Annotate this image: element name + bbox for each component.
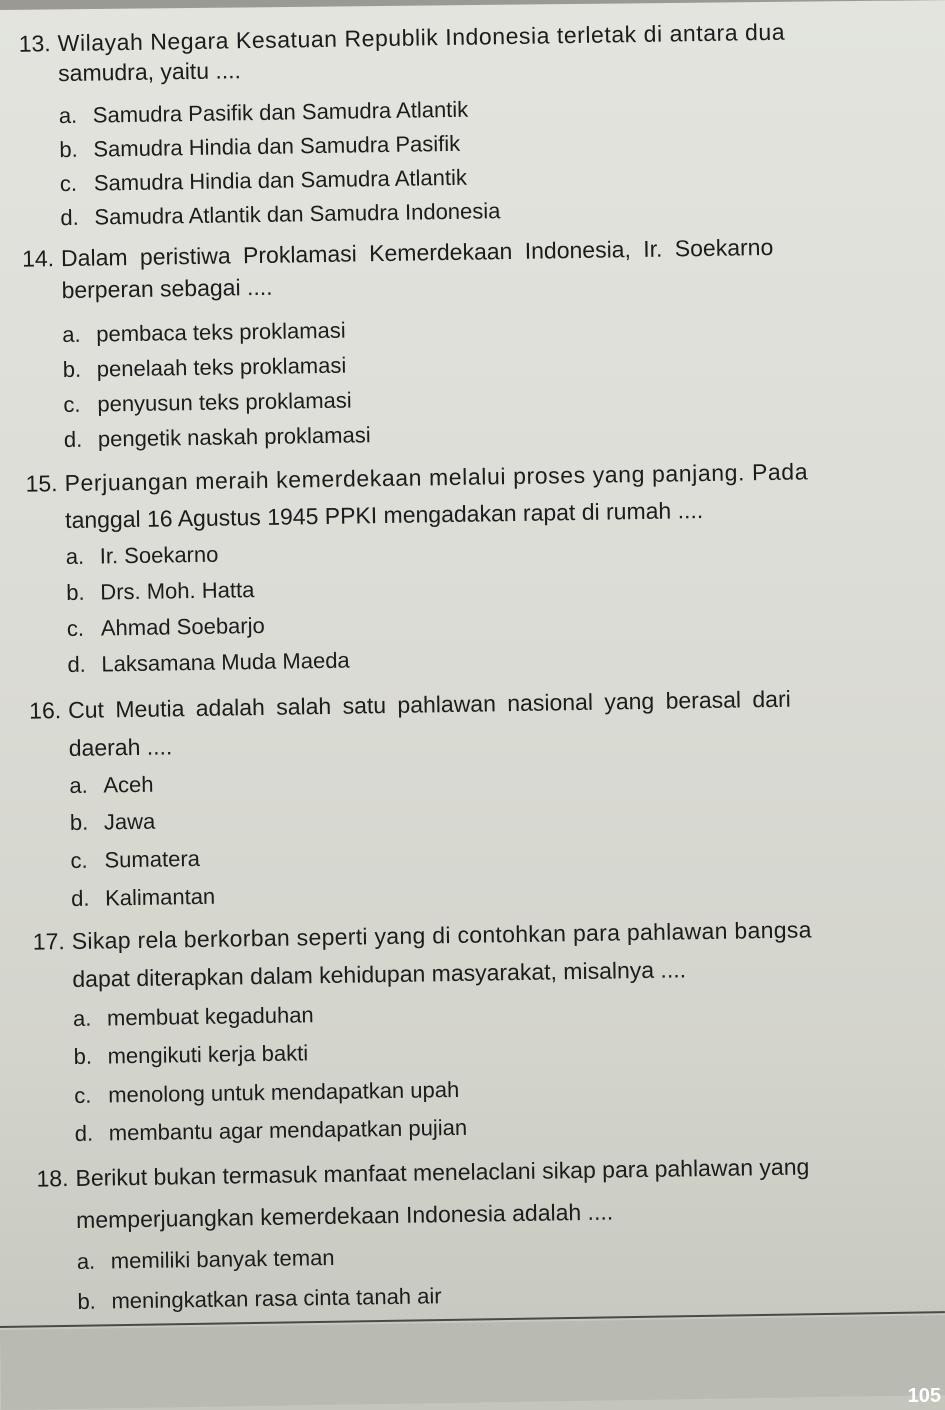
option-d[interactable] (67, 647, 350, 679)
option-text: Samudra Hindia dan Samudra Pasifik (93, 130, 461, 162)
option-letter: d. (67, 651, 86, 678)
option-text: Ir. Soekarno (99, 541, 219, 569)
option-c[interactable] (70, 845, 200, 875)
question-text-line: Berikut bukan termasuk manfaat menelaclani sikap para pahlawan yang (75, 1153, 810, 1191)
option-letter: a. (65, 543, 85, 570)
question-15 (7, 455, 945, 678)
page-top-edge (0, 0, 945, 10)
option-text: pembaca teks proklamasi (96, 317, 346, 347)
option-b[interactable] (70, 808, 156, 837)
question-text-line: dapat diterapkan dalam kehidupan masyarakat, misalnya .... (72, 956, 687, 992)
question-16 (11, 682, 945, 911)
page-number: 105 (907, 1385, 941, 1407)
option-c[interactable] (67, 612, 265, 643)
option-letter: d. (74, 1120, 94, 1146)
question-14 (4, 230, 944, 453)
option-letter: b. (59, 136, 78, 163)
option-letter: a. (58, 102, 78, 129)
option-text: mengikuti kerja bakti (107, 1040, 309, 1069)
option-text: Kalimantan (104, 883, 216, 911)
option-text: pengetik naskah proklamasi (97, 422, 371, 452)
question-text-line: Wilayah Negara Kesatuan Republik Indonesia terletak di antara dua (57, 18, 786, 57)
question-number: 17. (32, 928, 65, 955)
question-text-line: daerah .... (68, 733, 173, 762)
option-c[interactable] (63, 387, 352, 420)
option-letter: d. (70, 885, 90, 911)
option-text: Samudra Atlantik dan Samudra Indonesia (94, 198, 501, 230)
question-text-line: tanggal 16 Agustus 1945 PPKI mengadakan rapat di rumah .... (64, 497, 704, 534)
option-d[interactable] (71, 883, 216, 913)
option-d[interactable] (60, 197, 500, 232)
question-text-line: Perjuangan meraih kemerdekaan melalui proses yang panjang. Pada (64, 458, 809, 497)
option-letter: c. (59, 170, 78, 197)
option-letter: b. (73, 1043, 93, 1069)
option-b[interactable] (77, 1282, 442, 1316)
option-text: Aceh (103, 771, 154, 798)
option-letter: a. (72, 1005, 92, 1031)
option-letter: b. (77, 1288, 97, 1314)
option-a[interactable] (66, 541, 219, 571)
option-b[interactable] (73, 1039, 308, 1071)
question-text-line: Sikap rela berkorban seperti yang di contohkan para pahlawan bangsa (71, 916, 812, 954)
option-letter: a. (69, 772, 88, 799)
option-text: Samudra Hindia dan Samudra Atlantik (93, 164, 468, 196)
option-b[interactable] (66, 576, 254, 607)
question-text-line: berperan sebagai .... (61, 273, 273, 304)
question-number: 15. (25, 470, 58, 497)
option-b[interactable] (63, 352, 347, 384)
page-bottom-margin (0, 1315, 945, 1410)
option-letter: b. (62, 356, 82, 383)
option-a[interactable] (73, 1001, 314, 1033)
option-letter: b. (66, 579, 85, 606)
option-text: Drs. Moh. Hatta (100, 577, 255, 605)
option-text: Samudra Pasifik dan Samudra Atlantik (92, 96, 469, 128)
option-letter: d. (63, 426, 83, 453)
option-letter: d. (60, 204, 79, 231)
option-c[interactable] (60, 164, 467, 198)
question-text-line: Cut Meutia adalah salah satu pahlawan nasional yang berasal dari (67, 685, 791, 724)
option-d[interactable] (75, 1114, 468, 1148)
option-c[interactable] (74, 1076, 459, 1110)
option-letter: c. (63, 391, 81, 418)
option-a[interactable] (59, 96, 469, 130)
question-text-line: Dalam peristiwa Proklamasi Kemerdekaan Indonesia, Ir. Soekarno (60, 233, 774, 272)
option-d[interactable] (64, 421, 371, 454)
option-letter: a. (62, 321, 81, 348)
option-text: memiliki banyak teman (110, 1244, 335, 1274)
option-letter: c. (74, 1082, 92, 1108)
option-b[interactable] (59, 130, 460, 164)
question-number: 14. (21, 245, 55, 272)
option-text: Laksamana Muda Maeda (101, 647, 350, 677)
option-text: Sumatera (104, 845, 201, 873)
question-17 (15, 913, 945, 1146)
question-number: 13. (18, 30, 51, 57)
option-letter: c. (66, 615, 85, 642)
option-a[interactable] (62, 317, 346, 349)
option-a[interactable] (77, 1244, 335, 1276)
option-text: Ahmad Soebarjo (100, 612, 265, 641)
option-text: Jawa (103, 808, 156, 835)
question-number: 16. (28, 697, 62, 724)
question-18 (18, 1150, 945, 1314)
option-text: membantu agar mendapatkan pujian (108, 1114, 468, 1146)
question-text-line: memperjuangkan kemerdekaan Indonesia adalah .... (75, 1198, 614, 1233)
option-text: meningkatkan rasa cinta tanah air (111, 1283, 442, 1314)
option-text: penyusun teks proklamasi (97, 387, 352, 417)
option-text: menolong untuk mendapatkan upah (108, 1076, 460, 1108)
option-text: membuat kegaduhan (106, 1002, 314, 1031)
question-text-line: samudra, yaitu .... (57, 57, 242, 87)
option-text: penelaah teks proklamasi (96, 352, 347, 382)
option-letter: a. (76, 1248, 96, 1274)
option-letter: b. (69, 809, 89, 836)
question-13 (0, 15, 940, 231)
option-a[interactable] (69, 771, 154, 800)
question-number: 18. (36, 1165, 69, 1192)
option-letter: c. (70, 847, 88, 873)
